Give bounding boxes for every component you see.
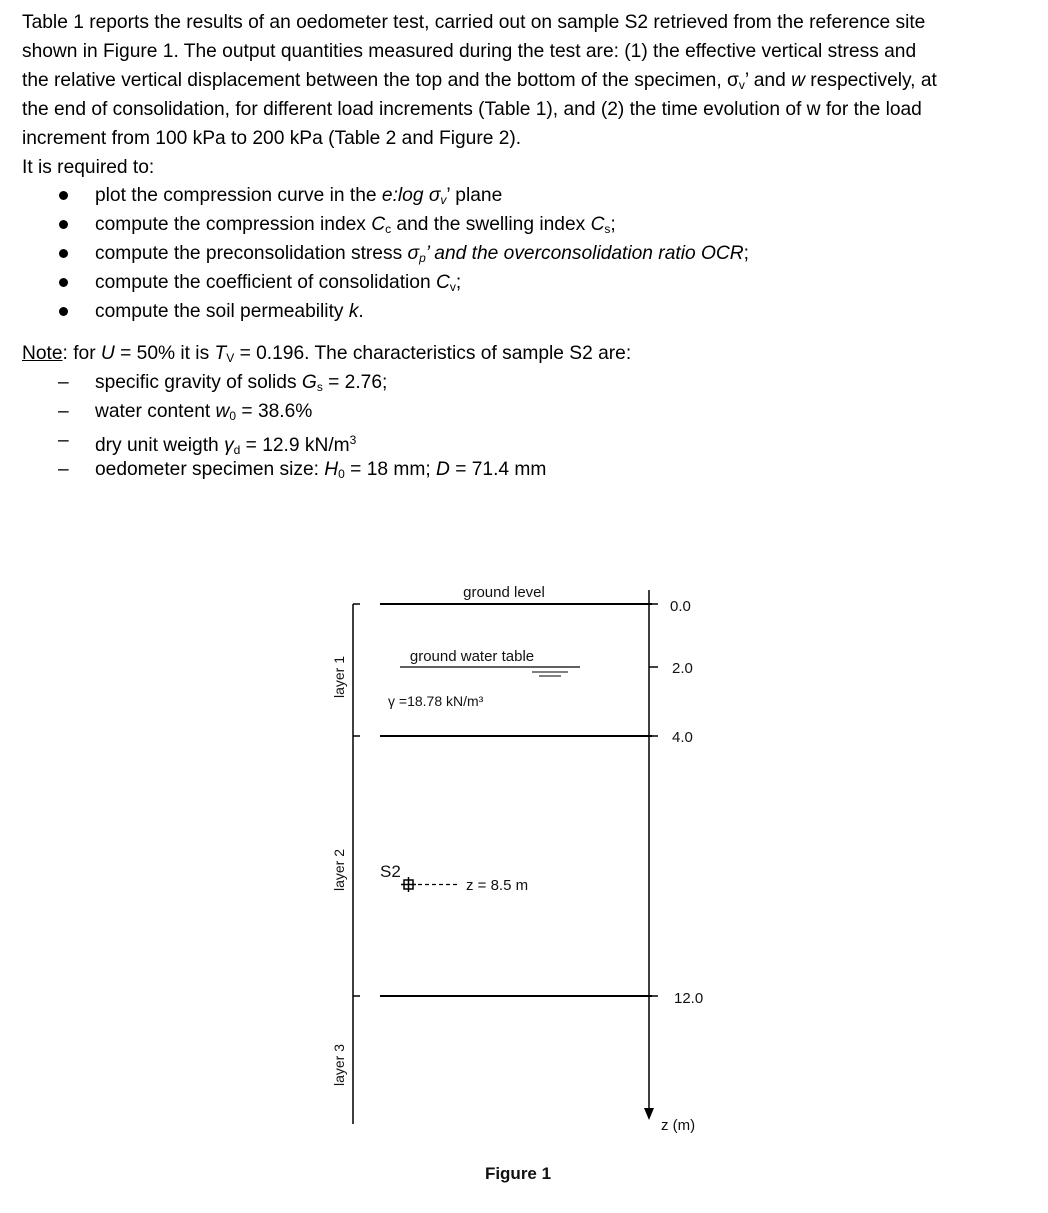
sample-marker-icon <box>401 877 416 892</box>
task-item-consolidation-coefficient: compute the coefficient of consolidation $C_v$; <box>22 268 749 297</box>
intro-line-6: It is required to: <box>22 157 155 178</box>
layer-2-label: layer 2 <box>331 848 347 892</box>
intro-line-2: shown in Figure 1. The output quantities measured during the test are: (1) the effective vertical stress and <box>22 41 917 62</box>
intro-line-4: the end of consolidation, for different load increments (Table 1), and (2) the time evolution of w for the load <box>22 99 922 120</box>
task-item-permeability: compute the soil permeability k. <box>22 297 749 326</box>
unit-weight-label: γ =18.78 kN/m³ <box>388 693 484 709</box>
dash-icon: – <box>58 459 69 480</box>
sample-depth-label: z = 8.5 m <box>466 877 529 894</box>
depth-label-0: 0.0 <box>670 598 691 615</box>
intro-line-5: increment from 100 kPa to 200 kPa (Table 2 and Figure 2). <box>22 128 522 149</box>
dash-icon: – <box>58 401 69 422</box>
depth-label-2: 2.0 <box>672 660 693 677</box>
intro-line-3: the relative vertical displacement between the top and the bottom of the specimen, $\sigma_v$’ and w respectively, at <box>22 70 937 92</box>
task-item-preconsolidation: compute the preconsolidation stress $\sigma_p$’ and the overconsolidation ratio OCR; <box>22 239 749 268</box>
ground-level-label: ground level <box>463 584 545 601</box>
property-specific-gravity: – specific gravity of solids $G_s = 2.76$; <box>22 368 546 397</box>
dash-icon: – <box>58 372 69 393</box>
property-dry-unit-weight: – dry unit weigth $\gamma_d = 12.9$ $kN/m^3$ <box>22 426 546 455</box>
note-line: Note: for U = 50% it is $T_V = 0.196$. The characteristics of sample S2 are: <box>22 343 632 365</box>
task-item-indices: compute the compression index $C_c$ and the swelling index $C_s$; <box>22 210 749 239</box>
property-specimen-size: – oedometer specimen size: $H_0 = 18$ mm; D = 71.4 mm <box>22 455 546 484</box>
depth-label-4: 4.0 <box>672 729 693 746</box>
task-item-compression-curve: plot the compression curve in the e:log $\sigma_v$’ plane <box>22 181 749 210</box>
layer-1-label: layer 1 <box>331 655 347 699</box>
water-table-label: ground water table <box>409 648 535 665</box>
property-water-content: – water content $w_0 = 38.6\%$ <box>22 397 546 426</box>
layer-3-label: layer 3 <box>331 1043 347 1087</box>
figure-caption: Figure 1 <box>484 1164 552 1183</box>
depth-axis-label: z (m) <box>661 1117 696 1134</box>
dash-icon: – <box>58 430 69 451</box>
intro-line-1: Table 1 reports the results of an oedometer test, carried out on sample S2 retrieved from the reference site <box>22 12 926 33</box>
depth-label-12: 12.0 <box>674 990 704 1007</box>
depth-axis-arrow-icon <box>644 1108 654 1120</box>
sample-label: S2 <box>380 862 401 881</box>
